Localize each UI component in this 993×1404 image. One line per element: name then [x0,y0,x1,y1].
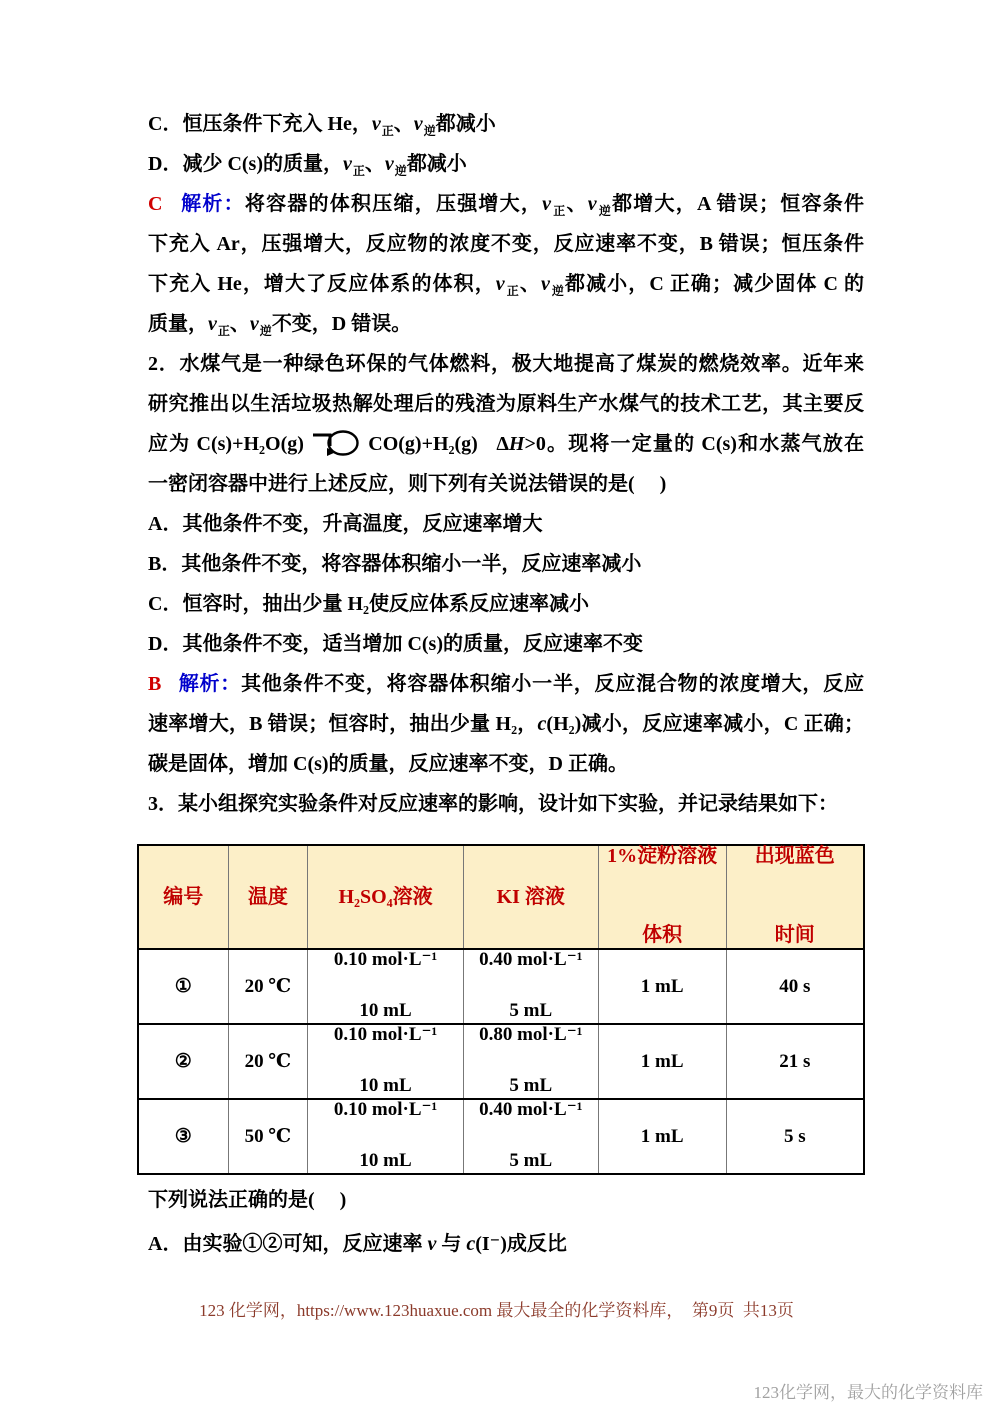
table-cell [138,1099,228,1174]
cell-text: 1 mL [640,1050,684,1072]
reaction-rate-v-symbol: $v_正$ [495,273,520,298]
cell-text: 21 s [779,1050,811,1072]
table-header-cell [308,845,463,949]
table-row [138,949,864,1024]
q1-analysis-line-1: C 解析：将容器的体积压缩，压强增大，$v_正$、$v_逆$都增大，A 错误；恒容条件 [148,193,864,218]
q2-analysis-line-1: B 解析：其他条件不变，将容器体积缩小一半，反应混合物的浓度增大，反应 [148,673,865,695]
table-cell [726,949,864,1024]
experiment-table [137,844,865,1175]
cell-text: 0.40 mol·L⁻¹ [479,1099,583,1120]
reaction-rate-v-symbol: $v_逆$ [384,153,407,178]
cell-text: 20 ℃ [244,975,292,997]
q1-analysis-line-3: 下充入 He，增大了反应体系的体积，$v_正$、$v_逆$都减小，C 正确；减少固体 C 的 [148,273,865,298]
reaction-rate-v-symbol: $v_逆$ [249,313,272,338]
table-header-cell [598,845,726,949]
table-cell [598,949,726,1024]
cell-text: 40 s [779,975,811,997]
reaction-rate-v-symbol: $v_逆$ [540,273,566,298]
site-watermark: 123化学网，最大的化学资料库 [753,1383,983,1402]
q1-analysis-line-2: 下充入 Ar，压强增大，反应物的浓度不变，反应速率不变，B 错误；恒压条件 [148,233,864,255]
table-cell [308,1024,463,1099]
table-row [138,1024,864,1099]
q2-analysis-line-2: 速率增大，B 错误；恒容时，抽出少量 H₂，c(H₂)减小，反应速率减小，C 正确； [148,713,864,735]
table-header [138,845,864,949]
cell-text: 0.10 mol·L⁻¹ [333,1024,438,1045]
cell-text: 出现蓝色 [754,845,835,867]
table-header-cell [463,845,598,949]
q1-analysis-line-4: 质量，$v_正$、$v_逆$不变，D 错误。 [148,313,412,338]
cell-text: 1 mL [640,975,684,997]
table-row [138,1099,864,1174]
table-body [138,949,864,1174]
table-header-row [138,845,864,949]
q1-option-c: C．恒压条件下充入 He，$v_正$、$v_逆$都减小 [148,113,496,138]
q3-stem: 3．某小组探究实验条件对反应速率的影响，设计如下实验，并记录结果如下： [148,793,838,815]
document-body-top [148,104,864,824]
table-cell [138,949,228,1024]
q2-option-a: A．其他条件不变，升高温度，反应速率增大 [148,513,543,535]
cell-text: 10 mL [359,1075,412,1097]
table-cell [726,1099,864,1174]
cell-text: 体积 [642,924,683,946]
q2-stem-line-2: 研究推出以生活垃圾热解处理后的残渣为原料生产水煤气的技术工艺，其主要反 [148,393,864,415]
q2-option-c: C．恒容时，抽出少量 H₂使反应体系反应速率减小 [148,593,589,615]
reaction-rate-v-symbol: $v_正$ [371,113,394,138]
table-cell [228,949,308,1024]
cell-text: 5 mL [509,1075,553,1097]
cell-text: 时间 [774,924,815,946]
reaction-rate-v-symbol: $v_逆$ [587,193,613,218]
cell-text: 5 s [783,1125,806,1147]
q1-option-d: D．减少 C(s)的质量，$v_正$、$v_逆$都减小 [148,153,467,178]
q3-option-a: A．由实验①②可知，反应速率 v 与 c(I⁻)成反比 [148,1233,567,1255]
table-header-cell [138,845,228,949]
cell-text: 20 ℃ [244,1050,292,1072]
table-cell [463,1099,598,1174]
page-footer: 123 化学网，https://www.123huaxue.com 最大最全的化学资料库， 第9页 共13页 [199,1301,794,1320]
cell-text: ③ [174,1125,192,1147]
cell-text: ① [174,975,192,997]
cell-text: ② [174,1050,192,1072]
q3-question: 下列说法正确的是( ) [148,1189,347,1211]
table-cell [138,1024,228,1099]
cell-text: 0.10 mol·L⁻¹ [333,1099,438,1120]
table-cell [228,1024,308,1099]
table-cell [726,1024,864,1099]
table-header-cell [228,845,308,949]
cell-text: 10 mL [359,1000,412,1022]
table-cell [308,949,463,1024]
reaction-rate-v-symbol: $v_正$ [542,193,567,218]
cell-text: 0.80 mol·L⁻¹ [479,1024,583,1045]
q2-option-b: B．其他条件不变，将容器体积缩小一半，反应速率减小 [148,553,642,575]
q2-stem-line-1: 2．水煤气是一种绿色环保的气体燃料，极大地提高了煤炭的燃烧效率。近年来 [148,353,864,375]
reaction-rate-v-symbol: $v_正$ [343,153,365,178]
cell-text: 10 mL [359,1150,412,1172]
reaction-rate-v-symbol: $v_逆$ [413,113,436,138]
cell-text: 0.40 mol·L⁻¹ [479,949,583,970]
table-header-cell [726,845,864,949]
table-cell [598,1099,726,1174]
q2-analysis-line-3: 碳是固体，增加 C(s)的质量，反应速率不变，D 正确。 [148,753,628,775]
cell-text: 温度 [247,885,288,908]
cell-text: 0.10 mol·L⁻¹ [333,949,438,970]
table-cell [228,1099,308,1174]
table-cell [463,949,598,1024]
document-body-bottom [148,1178,864,1266]
cell-text: 1 mL [640,1125,684,1147]
cell-text: 50 ℃ [244,1125,292,1147]
table-cell [463,1024,598,1099]
cell-text: KI 溶液 [496,885,565,908]
cell-text: 1%淀粉溶液 [607,845,718,867]
cell-text: H₂SO₄溶液 [338,885,433,908]
table-cell [598,1024,726,1099]
q2-stem-line-4: 一密闭容器中进行上述反应，则下列有关说法错误的是( ) [148,473,667,495]
q2-option-d: D．其他条件不变，适当增加 C(s)的质量，反应速率不变 [148,633,643,655]
table-cell [308,1099,463,1174]
reaction-rate-v-symbol: $v_正$ [208,313,230,338]
q2-stem-line-3: 应为 C(s)+H₂O(g) CO(g)+H₂(g) ΔH>0。现将一定量的 C(s)和水蒸气放在 [148,424,864,464]
cell-text: 5 mL [509,1000,553,1022]
cell-text: 编号 [163,885,204,908]
cell-text: 5 mL [509,1150,553,1172]
equilibrium-symbol [310,429,362,457]
